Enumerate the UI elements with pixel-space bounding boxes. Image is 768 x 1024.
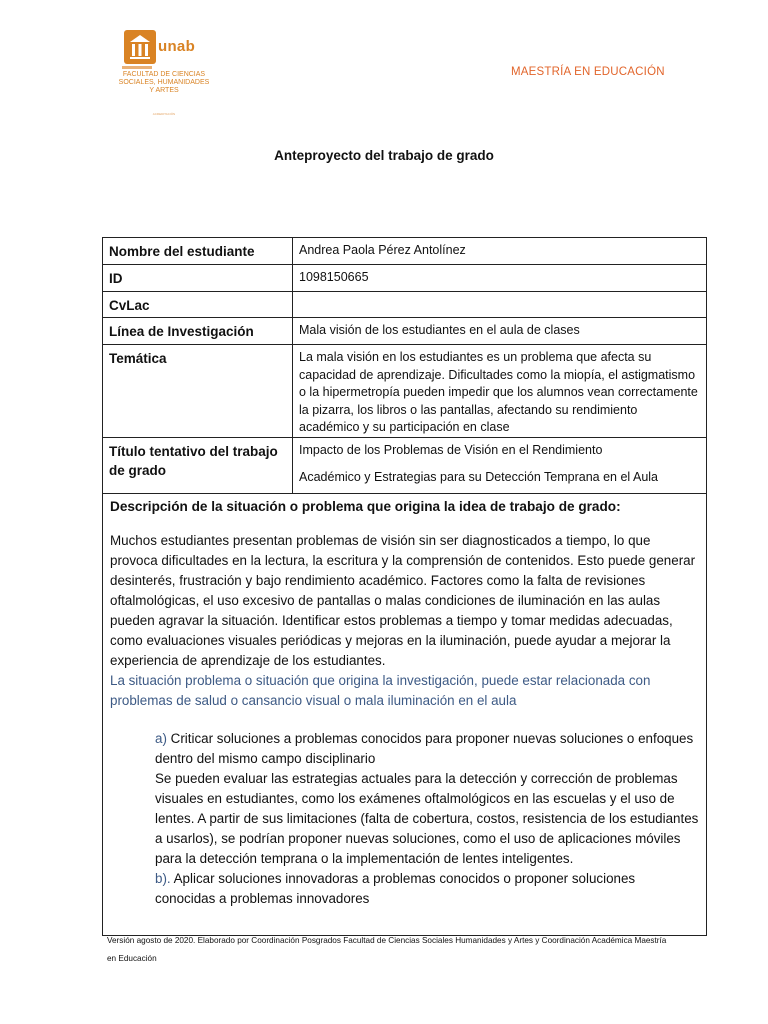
table-row — [103, 238, 706, 265]
student-info-table — [102, 237, 707, 936]
row-label: Título tentativo del trabajo de grado — [103, 438, 293, 493]
program-name: MAESTRÍA EN EDUCACIÓN — [511, 66, 665, 78]
item-a-body: Se pueden evaluar las estrategias actuales para la detección y corrección de problemas visuales en estudiantes, como los exámenes oftalmológicos en las escuelas y el uso de lentes. A partir de sus limitaciones (falta de cobertura, costos, resistencia de los estudiantes a usarlos), se podrían proponer nuevas soluciones, como el uso de aplicaciones móviles para la detección temprana o la implementación de lentes inteligentes. — [155, 771, 699, 866]
row-label: Línea de Investigación — [103, 318, 293, 344]
table-row — [103, 265, 706, 292]
description-heading: Descripción de la situación o problema que origina la idea de trabajo de grado: — [110, 499, 621, 514]
table-row — [103, 318, 706, 345]
logo-brand: unab — [158, 38, 196, 55]
row-label: CvLac — [103, 292, 293, 317]
title-line-1: Impacto de los Problemas de Visión en el Rendimiento — [299, 443, 603, 457]
footer-note: Versión agosto de 2020. Elaborado por Coordinación Posgrados Facultad de Ciencias Sociales Humanidades y Artes y Coordinación Académica Maestría en Educación — [107, 936, 667, 963]
row-value — [293, 292, 706, 317]
problem-description — [103, 494, 706, 935]
row-value: La mala visión en los estudiantes es un problema que afecta su capacidad de aprendizaje. Dificultades como la miopía, el astigmatismo o la hipermetropía pueden impedir que los alumnos vean correctamente la pizarra, los libros o las pantallas, afectando su rendimiento académico y su participación en clase — [299, 350, 698, 434]
item-a — [110, 729, 699, 769]
row-value — [293, 438, 706, 493]
row-value: 1098150665 — [299, 270, 369, 284]
description-paragraph: Muchos estudiantes presentan problemas de visión sin ser diagnosticados a tiempo, lo que provoca dificultades en la lectura, la escritura y la comprensión de contenidos. Esto puede generar desinterés, frustración y bajo rendimiento académico. Factores como la falta de revisiones oftalmológicas, el uso excesivo de pantallas o malas condiciones de iluminación en las aulas pueden agravar la situación. Identificar estos problemas a tiempo y tomar medidas adecuadas, como evaluaciones visuales periódicas y mejoras en la iluminación, puede ayudar a mejorar la experiencia de aprendizaje de los estudiantes. — [110, 533, 696, 668]
item-b — [110, 869, 699, 909]
row-value: Mala visión de los estudiantes en el aula de clases — [299, 323, 580, 337]
title-line-2: Académico y Estrategias para su Detección Temprana en el Aula — [299, 469, 658, 484]
item-b-text: Aplicar soluciones innovadoras a problemas conocidos o proponer soluciones conocidas a problemas innovadores — [155, 871, 636, 906]
row-label: Temática — [103, 345, 293, 437]
unab-logo — [118, 28, 214, 120]
row-label: ID — [103, 265, 293, 291]
item-a-marker: a) — [155, 731, 167, 746]
logo-faculty: FACULTAD DE CIENCIAS SOCIALES, HUMANIDADES Y ARTES — [118, 71, 210, 94]
logo-tagline — [122, 66, 152, 69]
item-a-text: Criticar soluciones a problemas conocidos para proponer nuevas soluciones o enfoques dentro del mismo campo disciplinario — [155, 731, 694, 766]
table-row — [103, 292, 706, 318]
table-row — [103, 438, 706, 494]
university-building-icon — [124, 30, 156, 64]
description-note: La situación problema o situación que origina la investigación, puede estar relacionada con problemas de salud o cansancio visual o mala iluminación en el aula — [110, 673, 651, 708]
row-label: Nombre del estudiante — [103, 238, 293, 264]
logo-acreditation: ACREDITACIÓN — [152, 112, 176, 116]
row-value: Andrea Paola Pérez Antolínez — [299, 243, 466, 257]
item-b-marker: b). — [155, 871, 171, 886]
document-title: Anteproyecto del trabajo de grado — [274, 148, 494, 163]
table-row — [103, 345, 706, 438]
